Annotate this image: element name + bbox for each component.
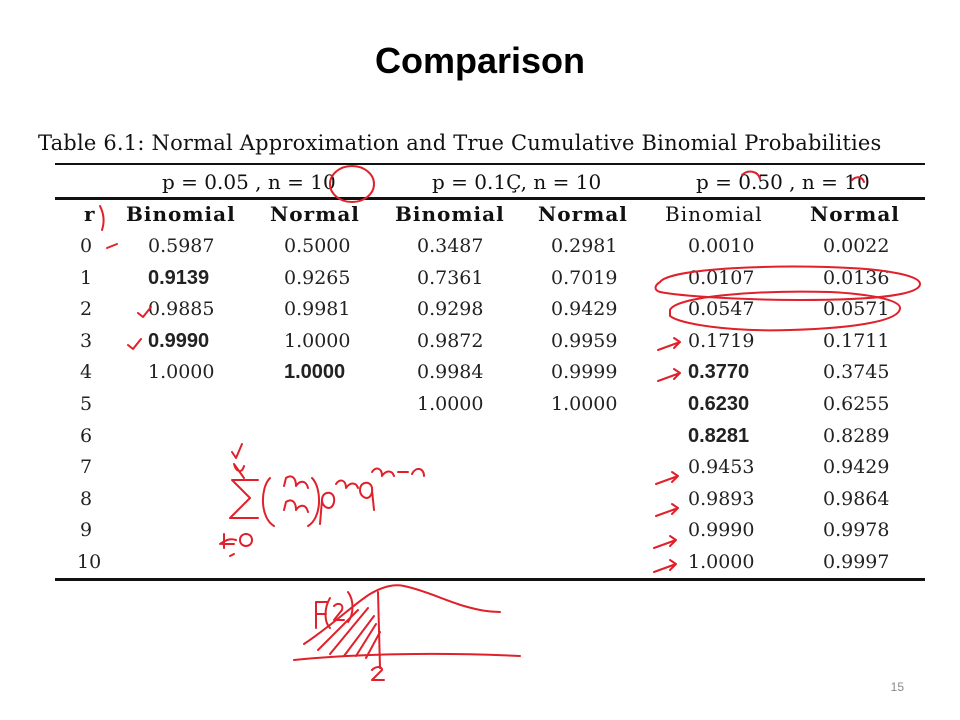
table-cell: 0.9298 <box>417 298 484 320</box>
table-cell: 0.0022 <box>823 235 890 257</box>
table-cell: 0.7019 <box>551 267 618 289</box>
table-cell: 0.9265 <box>284 267 351 289</box>
ink-check-row0 <box>107 244 117 248</box>
table-cell: 0.9990 <box>148 330 210 352</box>
row-index: 5 <box>80 393 93 415</box>
ink-check-row3 <box>128 339 141 349</box>
table-cell: 0.9872 <box>417 330 484 352</box>
row-index: 1 <box>80 267 93 289</box>
table-cell: 0.9864 <box>823 488 890 510</box>
table-cell: 1.0000 <box>148 361 215 383</box>
table-cell: 0.9978 <box>823 519 890 541</box>
header-binomial-1: Binomial <box>126 202 236 226</box>
table-cell: 0.9981 <box>284 298 351 320</box>
row-index: 4 <box>80 361 93 383</box>
table-cell: 1.0000 <box>284 330 351 352</box>
ink-normal-curve-sketch <box>294 585 520 680</box>
table-cell: 0.3487 <box>417 235 484 257</box>
table-cell: 0.9959 <box>551 330 618 352</box>
table-cell: 1.0000 <box>688 551 755 573</box>
table-cell: 0.5000 <box>284 235 351 257</box>
table-cell: 1.0000 <box>551 393 618 415</box>
table-cell: 0.9885 <box>148 298 215 320</box>
table-cell: 0.9139 <box>148 267 210 289</box>
table-cell: 0.0136 <box>823 267 890 289</box>
page-number: 15 <box>890 680 904 694</box>
table-cell: 0.9429 <box>823 456 890 478</box>
table-cell: 0.9999 <box>551 361 618 383</box>
header-normal-1: Normal <box>270 202 360 226</box>
slide-title: Comparison <box>374 40 586 81</box>
ink-arrow-row9 <box>654 536 676 548</box>
table-cell: 0.1719 <box>688 330 755 352</box>
ink-arrow-row10 <box>654 560 676 572</box>
table-cell: 0.1711 <box>823 330 890 352</box>
row-index: 6 <box>80 425 93 447</box>
table-cell: 0.9453 <box>688 456 755 478</box>
table-cell: 0.0107 <box>688 267 755 289</box>
table-cell: 0.6230 <box>688 393 750 415</box>
ink-arrow-row3 <box>658 338 680 350</box>
table-cell: 0.3745 <box>823 361 890 383</box>
header-binomial-3: Binomial <box>665 202 763 226</box>
header-normal-2: Normal <box>538 202 628 226</box>
table-cell: 0.0547 <box>688 298 755 320</box>
table-cell: 0.5987 <box>148 235 215 257</box>
table-cell: 1.0000 <box>284 361 346 383</box>
row-index: 8 <box>80 488 93 510</box>
group-underline <box>55 197 925 200</box>
group-label-p005: p = 0.05 , n = 10 <box>162 170 336 194</box>
table-top-rule <box>55 163 925 165</box>
table-cell: 0.8281 <box>688 425 750 447</box>
table-cell: 0.9984 <box>417 361 484 383</box>
table-cell: 0.3770 <box>688 361 750 383</box>
table-cell: 0.0571 <box>823 298 890 320</box>
ink-summation-formula <box>220 444 424 556</box>
ink-arrow-row8 <box>656 504 678 516</box>
table-cell: 0.0010 <box>688 235 755 257</box>
table-cell: 0.2981 <box>551 235 618 257</box>
table-cell: 0.9990 <box>688 519 755 541</box>
table-cell: 0.7361 <box>417 267 484 289</box>
table-caption: Table 6.1: Normal Approximation and True Cumulative Binomial Probabilities <box>38 131 882 155</box>
row-index: 2 <box>80 298 93 320</box>
header-binomial-2: Binomial <box>395 202 505 226</box>
table-cell: 1.0000 <box>417 393 484 415</box>
table-bottom-rule <box>55 578 925 581</box>
header-normal-3: Normal <box>810 202 900 226</box>
table-cell: 0.6255 <box>823 393 890 415</box>
row-index: 9 <box>80 519 93 541</box>
table-cell: 0.9893 <box>688 488 755 510</box>
ink-arrow-row7 <box>656 472 678 484</box>
group-label-p010: p = 0.1Ç, n = 10 <box>432 170 602 194</box>
row-index: 0 <box>80 235 93 257</box>
row-index: 3 <box>80 330 93 352</box>
header-r: r <box>84 202 96 226</box>
group-label-p050: p = 0.50 , n = 10 <box>696 170 870 194</box>
row-index: 7 <box>80 456 93 478</box>
table-cell: 0.9997 <box>823 551 890 573</box>
row-index: 10 <box>77 551 102 573</box>
table-cell: 0.9429 <box>551 298 618 320</box>
table-cell: 0.8289 <box>823 425 890 447</box>
ink-mark-r <box>100 206 104 230</box>
ink-arrow-row4 <box>658 369 680 381</box>
